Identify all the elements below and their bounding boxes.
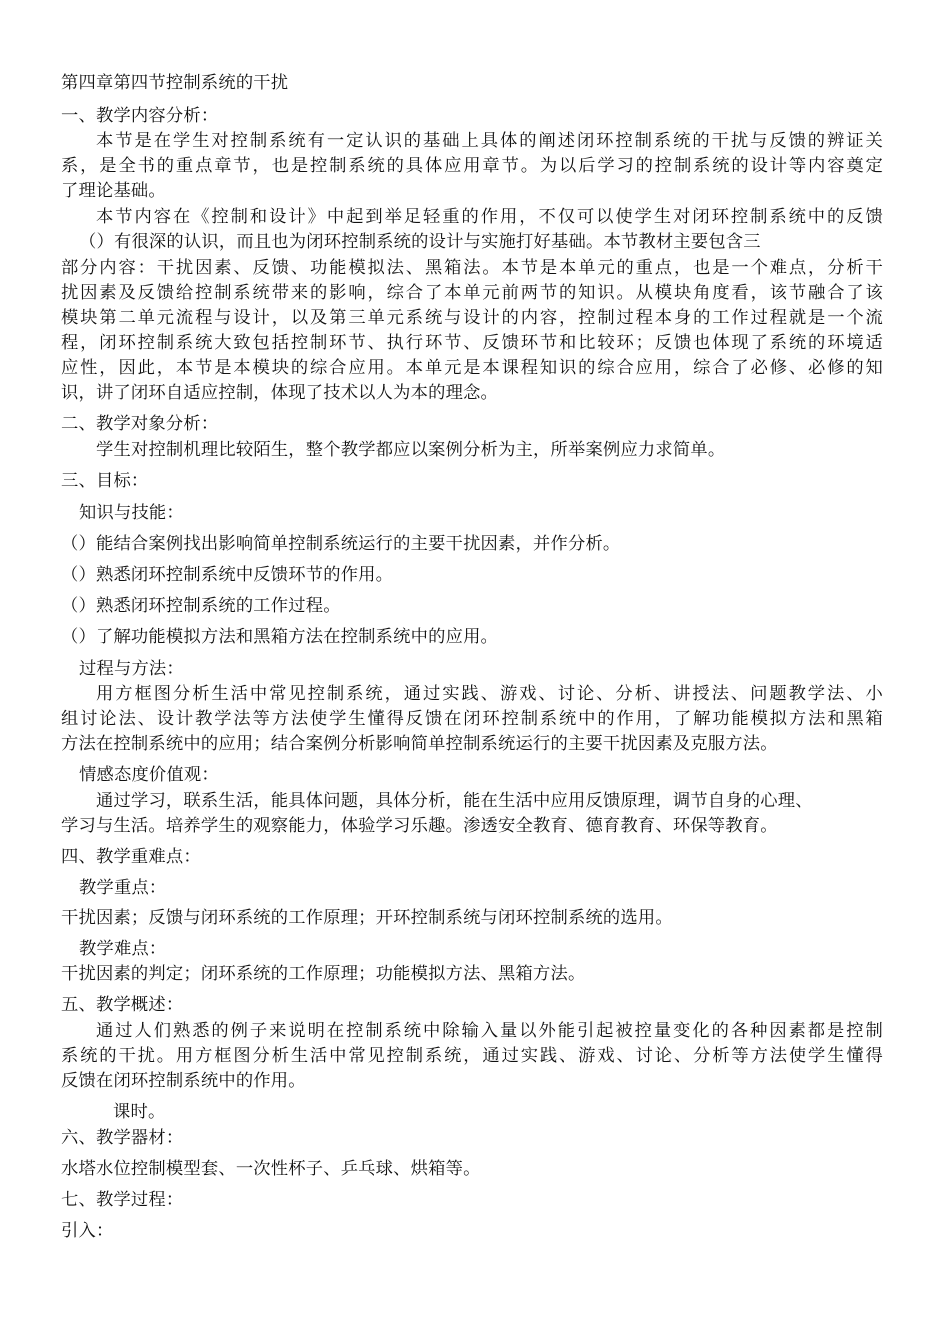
paragraph-line: 水塔水位控制模型套、一次性杯子、乒乓球、烘箱等。 [61,1159,481,1179]
paragraph-line: 本节是在学生对控制系统有一定认识的基础上具体的阐述闭环控制系统的干扰与反馈的辨证关 [96,131,883,151]
subheading-knowledge: 知识与技能： [79,503,184,523]
paragraph-line: 识，讲了闭环自适应控制，体现了技术以人为本的理念。 [61,383,499,403]
class-hours-text: 课时。 [113,1102,166,1122]
paragraph-line: 组讨论法、设计教学法等方法使学生懂得反馈在闭环控制系统中的作用，了解功能模拟方法和黑箱 [61,709,883,729]
section-heading-overview: 五、教学概述： [61,995,184,1015]
section-heading-student-analysis: 二、教学对象分析： [61,414,219,434]
paragraph-line: 通过学习，联系生活，能具体问题，具体分析，能在生活中应用反馈原理，调节自身的心理、 [96,791,813,811]
paragraph-line: 学习与生活。培养学生的观察能力，体验学习乐趣。渗透安全教育、德育教育、环保等教育。 [61,816,778,836]
paragraph-line: 部分内容：干扰因素、反馈、功能模拟法、黑箱法。本节是本单元的重点，也是一个难点，分析干 [61,258,883,278]
section-heading-objectives: 三、目标： [61,471,149,491]
paragraph-line: 本节内容在《控制和设计》中起到举足轻重的作用，不仅可以使学生对闭环控制系统中的反馈 [96,207,883,227]
objective-item: （）能结合案例找出影响简单控制系统运行的主要干扰因素，并作分析。 [61,534,621,554]
subheading-difficulty: 教学难点： [79,939,167,959]
paragraph-line: 应性，因此，本节是本模块的综合应用。本单元是本课程知识的综合应用，综合了必修、必修的知 [61,358,883,378]
objective-item: （）了解功能模拟方法和黑箱方法在控制系统中的应用。 [61,627,499,647]
section-heading-key-points: 四、教学重难点： [61,847,201,867]
section-heading-process: 七、教学过程： [61,1190,184,1210]
subheading-process: 过程与方法： [79,659,184,679]
paragraph-line: 了理论基础。 [61,181,166,201]
objective-item: （）熟悉闭环控制系统的工作过程。 [61,596,341,616]
paragraph-line: 通过人们熟悉的例子来说明在控制系统中除输入量以外能引起被控量变化的各种因素都是控制 [96,1021,883,1041]
paragraph-line: 模块第二单元流程与设计，以及第三单元系统与设计的内容，控制过程本身的工作过程就是一个流 [61,308,883,328]
document-title: 第四章第四节控制系统的干扰 [61,73,289,93]
paragraph-line: 系统的干扰。用方框图分析生活中常见控制系统，通过实践、游戏、讨论、分析等方法使学生懂得 [61,1046,883,1066]
subheading-emotion: 情感态度价值观： [79,765,219,785]
paragraph-line: 反馈在闭环控制系统中的作用。 [61,1071,306,1091]
paragraph-line: 方法在控制系统中的应用；结合案例分析影响简单控制系统运行的主要干扰因素及克服方法。 [61,734,778,754]
paragraph-line: 系，是全书的重点章节，也是控制系统的具体应用章节。为以后学习的控制系统的设计等内容奠定 [61,156,883,176]
paragraph-line: 学生对控制机理比较陌生，整个教学都应以案例分析为主，所举案例应力求简单。 [96,440,726,460]
objective-item: （）熟悉闭环控制系统中反馈环节的作用。 [61,565,394,585]
paragraph-line: 扰因素及反馈给控制系统带来的影响，综合了本单元前两节的知识。从模块角度看，该节融合了该 [61,283,883,303]
intro-label: 引入： [61,1221,114,1241]
paragraph-line: 干扰因素；反馈与闭环系统的工作原理；开环控制系统与闭环控制系统的选用。 [61,908,673,928]
paragraph-line: （）有很深的认识，而且也为闭环控制系统的设计与实施打好基础。本节教材主要包含三 [79,232,761,252]
section-heading-materials: 六、教学器材： [61,1128,184,1148]
paragraph-line: 干扰因素的判定；闭环系统的工作原理；功能模拟方法、黑箱方法。 [61,964,586,984]
paragraph-line: 用方框图分析生活中常见控制系统，通过实践、游戏、讨论、分析、讲授法、问题教学法、小 [96,684,883,704]
paragraph-line: 程，闭环控制系统大致包括控制环节、执行环节、反馈环节和比较环；反馈也体现了系统的环境适 [61,333,883,353]
subheading-key: 教学重点： [79,878,167,898]
section-heading-content-analysis: 一、教学内容分析： [61,106,219,126]
